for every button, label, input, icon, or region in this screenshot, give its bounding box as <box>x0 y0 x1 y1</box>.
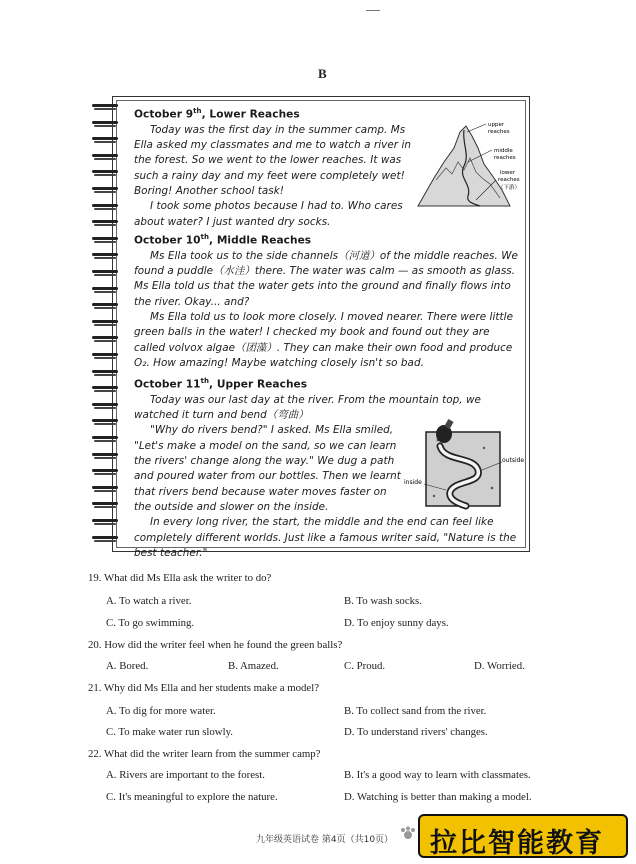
binding-ring <box>92 536 118 543</box>
binding-ring <box>92 320 118 327</box>
binding-ring <box>92 187 118 194</box>
binding-ring <box>92 386 118 393</box>
option[interactable]: D. Watching is better than making a model. <box>344 791 532 803</box>
binding-ring <box>92 519 118 526</box>
label-inside: inside <box>404 479 422 486</box>
binding-ring <box>92 486 118 493</box>
binding-ring <box>92 453 118 460</box>
option[interactable]: C. To go swimming. <box>106 617 195 629</box>
entry-paragraph: In every long river, the start, the middle and the end can feel like completely different worlds. Just like a famous writer said, "Nature is the best teacher." <box>134 516 517 559</box>
svg-text:（下游）: （下游） <box>498 185 521 191</box>
mountain-diagram <box>414 118 526 210</box>
option[interactable]: B. To wash socks. <box>344 595 422 607</box>
entry-heading: October 9th, Lower Reaches <box>134 107 300 121</box>
binding-ring <box>92 419 118 426</box>
river-model-diagram <box>404 418 526 510</box>
option[interactable]: A. To watch a river. <box>106 595 192 607</box>
option[interactable]: A. Bored. <box>106 660 149 672</box>
entry-heading: October 11th, Upper Reaches <box>134 377 308 391</box>
entry-paragraph: Today was our last day at the river. From the mountain top, we watched it turn and bend（弯曲） <box>134 393 481 422</box>
label-outside: outside <box>502 457 525 464</box>
binding-ring <box>92 154 118 161</box>
entry-heading: October 10th, Middle Reaches <box>134 233 312 247</box>
binding-ring <box>92 502 118 509</box>
question-20: 20. How did the writer feel when he found the green balls? <box>88 639 343 651</box>
diary-entry-oct-10 <box>134 230 524 371</box>
question-21: 21. Why did Ms Ella and her students make a model? <box>88 682 319 694</box>
binding-ring <box>92 403 118 410</box>
binding-ring <box>92 303 118 310</box>
option[interactable]: A. To dig for more water. <box>106 705 216 717</box>
svg-text:reaches: reaches <box>494 155 516 161</box>
binding-ring <box>92 270 118 277</box>
binding-ring <box>92 253 118 260</box>
binding-ring <box>92 237 118 244</box>
binding-ring <box>92 336 118 343</box>
page-footer: 九年级英语试卷 第4页（共10页） <box>256 835 394 845</box>
binding-ring <box>92 104 118 111</box>
option[interactable]: C. Proud. <box>344 660 386 672</box>
option[interactable]: B. To collect sand from the river. <box>344 705 487 717</box>
option[interactable]: C. It's meaningful to explore the nature. <box>106 791 278 803</box>
binding-ring <box>92 436 118 443</box>
binding-ring <box>92 204 118 211</box>
binding-ring <box>92 137 118 144</box>
label-middle: middle <box>494 148 513 154</box>
question-19: 19. What did Ms Ella ask the writer to do? <box>88 572 272 584</box>
binding-ring <box>92 469 118 476</box>
option[interactable]: C. To make water run slowly. <box>106 726 233 738</box>
section-label: B <box>318 66 327 81</box>
entry-paragraph: Ms Ella told us to look more closely. I moved nearer. There were little green balls in the water! I checked my book and found out they are called volvox algae（团藻）. They can make their own food and produce O₂. How amazing! Maybe watching closely isn't so bad. <box>134 311 514 369</box>
label-lower: lower <box>500 170 516 176</box>
binding-ring <box>92 287 118 294</box>
question-22: 22. What did the writer learn from the summer camp? <box>88 748 321 760</box>
spiral-binding <box>92 100 120 550</box>
label-upper: upper <box>488 122 505 128</box>
binding-ring <box>92 220 118 227</box>
top-mark <box>366 10 380 11</box>
entry-paragraph: Ms Ella took us to the side channels（河道）of the middle reaches. We found a puddle（水洼）there. The water was calm — as smooth as glass. Ms Ella told us that the water gets into the ground and finally flows into the river. Okay... and? <box>134 249 518 308</box>
option[interactable]: B. Amazed. <box>228 660 279 672</box>
option[interactable]: D. To understand rivers' changes. <box>344 726 488 738</box>
binding-ring <box>92 353 118 360</box>
svg-text:reaches: reaches <box>488 129 510 135</box>
entry-paragraph: Today was the first day in the summer camp. Ms Ella asked my classmates and me to watch a river in the forest. So we went to the lower reaches. It was such a rainy day and my feet were completely wet! Boring! Another school task! <box>134 123 412 198</box>
option[interactable]: D. To enjoy sunny days. <box>344 617 449 629</box>
option[interactable]: B. It's a good way to learn with classmates. <box>344 769 531 781</box>
svg-text:reaches: reaches <box>498 177 520 183</box>
brand-watermark: 拉比智能教育 <box>418 814 628 858</box>
binding-ring <box>92 370 118 377</box>
binding-ring <box>92 170 118 177</box>
entry-paragraph: "Why do rivers bend?" I asked. Ms Ella smiled, "Let's make a model on the sand, so we can learn the rivers' change along the way." We dug a path and poured water from our bottles. Then we learnt that rivers bend because water moves faster on the outside and slower on the inside. <box>134 424 401 513</box>
option[interactable]: D. Worried. <box>474 660 525 672</box>
entry-paragraph: I took some photos because I had to. Who cares about water? I just wanted dry socks. <box>134 200 403 228</box>
paw-icon <box>400 826 416 840</box>
option[interactable]: A. Rivers are important to the forest. <box>106 769 265 781</box>
binding-ring <box>92 121 118 128</box>
